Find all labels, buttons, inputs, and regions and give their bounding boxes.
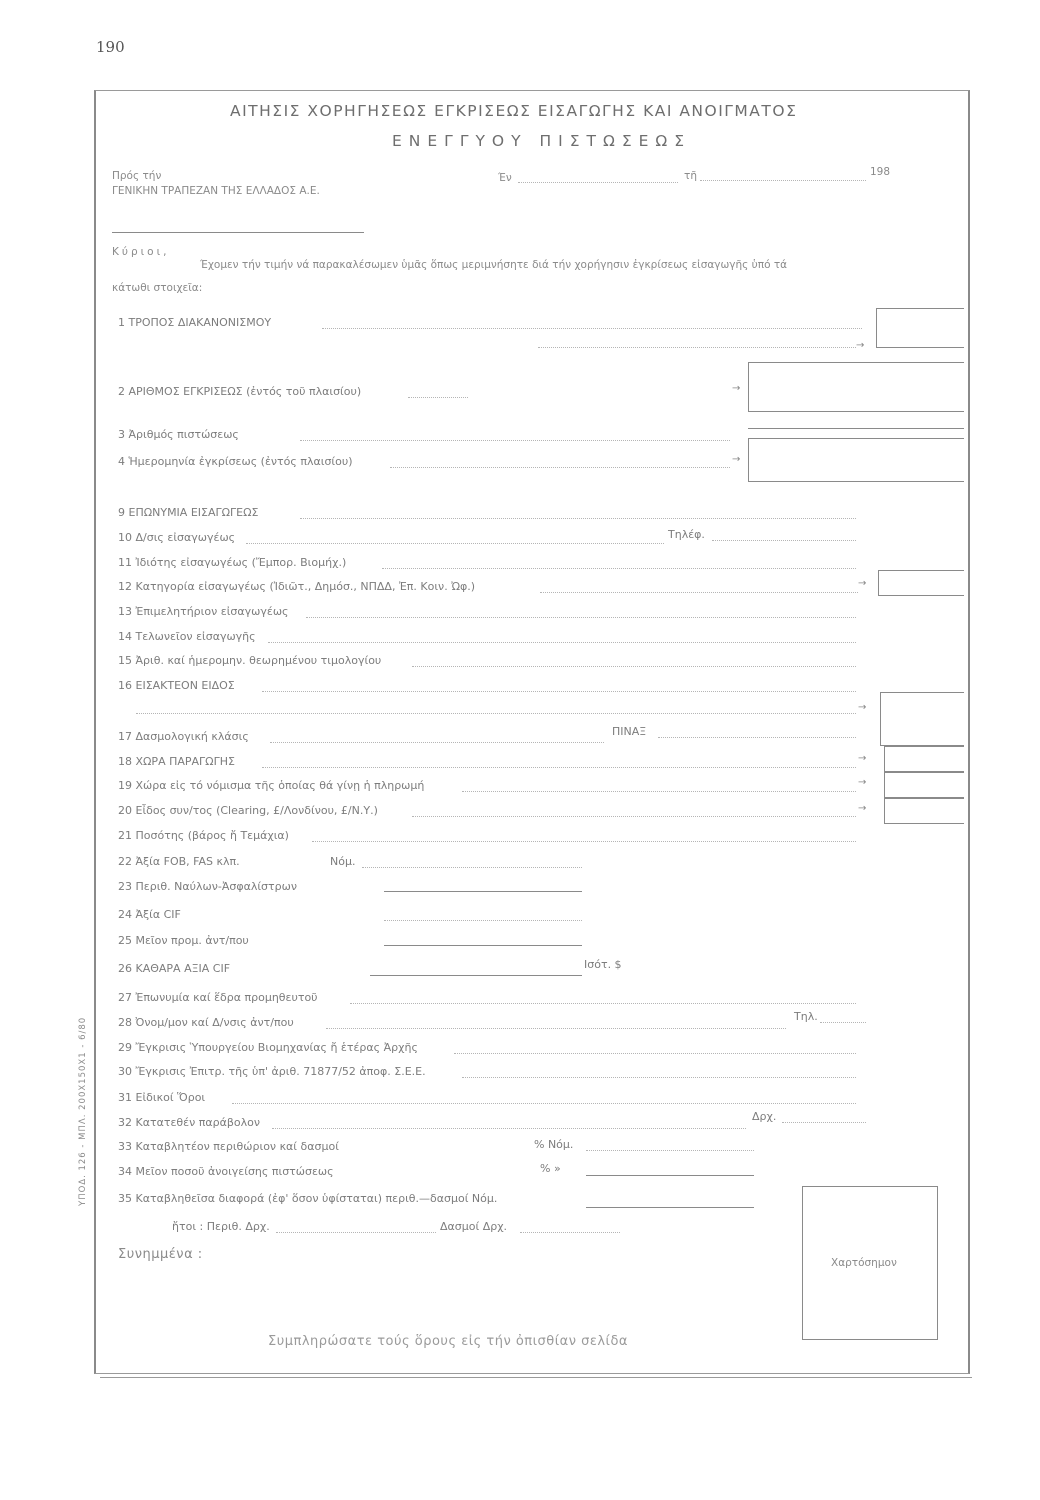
field-4-line[interactable] (390, 467, 730, 468)
goods-code-box[interactable] (880, 692, 964, 746)
footer-note: Συμπληρώσατε τούς ὅρους εἰς τήν ὀπισθίαν σελίδα (268, 1334, 628, 1349)
field-10-label: 10 Δ/σις εἰσαγωγέως (118, 531, 236, 544)
field-31-label: 31 Εἰδικοί Ὅροι (118, 1091, 206, 1104)
approval-number-box[interactable] (748, 362, 964, 412)
form-title: ΑΙΤΗΣΙΣ ΧΟΡΗΓΗΣΕΩΣ ΕΓΚΡΙΣΕΩΣ ΕΙΣΑΓΩΓΗΣ ΚΑΙ ΑΝΟΙΓΜΑΤΟΣ (230, 102, 798, 120)
field-30-line[interactable] (462, 1077, 856, 1078)
form-subtitle: ΕΝΕΓΓΥΟΥ ΠΙΣΤΩΣΕΩΣ (392, 132, 692, 150)
field-34-label: 34 Μεῖον ποσοῦ ἀνοιγείσης πιστώσεως (118, 1165, 334, 1178)
addressee: ΓΕΝΙΚΗΝ ΤΡΑΠΕΖΑΝ ΤΗΣ ΕΛΛΑΔΟΣ Α.Ε. (112, 185, 320, 197)
field-23-label: 23 Περιθ. Ναύλων-Ἀσφαλίστρων (118, 880, 297, 893)
field-9-line[interactable] (300, 518, 856, 519)
tel-label: Τηλ. (794, 1010, 818, 1023)
duties-drachma-field[interactable] (520, 1232, 620, 1233)
duties-drachma-label: Δασμοί Δρχ. (440, 1220, 508, 1233)
currency-country-box[interactable] (884, 772, 964, 798)
net-cif-value-field[interactable] (370, 975, 582, 976)
table-field[interactable] (658, 737, 856, 738)
commission-value-field[interactable] (384, 945, 582, 946)
intro-text: Έχομεν τήν τιμήν νά παρακαλέσωμεν ὑμᾶς ὅπως μεριμνήσητε διά τήν χορήγησιν ἐγκρίσεως εἰσαγωγῆς ὑπό τά (200, 259, 788, 271)
field-1-line[interactable] (322, 328, 862, 329)
currency-label: Νόμ. (330, 855, 356, 868)
phone-label: Τηλέφ. (668, 528, 705, 541)
field-20-label: 20 Εἶδος συν/τος (Clearing, £/Λονδίνου, £/Ν.Υ.) (118, 804, 378, 817)
table-label: ΠΙΝΑΞ (612, 725, 647, 738)
field-16-line-2[interactable] (136, 713, 856, 714)
field-28-line[interactable] (326, 1028, 786, 1029)
field-4-label: 4 Ἡμερομηνία ἐγκρίσεως (ἐντός πλαισίου) (118, 455, 353, 468)
field-20-line[interactable] (412, 816, 856, 817)
field-24-label: 24 Ἀξία CIF (118, 908, 181, 921)
arrow-icon: → (858, 578, 867, 589)
field-30-label: 30 Ἔγκρισις Ἐπιτρ. τῆς ὑπ' ἀριθ. 71877/52 ἀποφ. Σ.Ε.Ε. (118, 1065, 426, 1078)
phone-field[interactable] (712, 540, 856, 541)
year-label: 198 (870, 166, 891, 178)
arrow-icon: → (856, 340, 865, 351)
attachments-label: Συνημμένα : (118, 1247, 203, 1262)
field-19-line[interactable] (462, 791, 856, 792)
fob-value-field[interactable] (362, 867, 582, 868)
arrow-icon: → (858, 803, 867, 814)
stamp-label: Χαρτόσημον (831, 1257, 897, 1269)
field-3-line[interactable] (300, 440, 730, 441)
margin-field[interactable] (586, 1150, 754, 1151)
field-15-line[interactable] (412, 666, 856, 667)
field-21-label: 21 Ποσότης (βάρος ἤ Τεμάχια) (118, 829, 289, 842)
percent-ditto-label: % » (540, 1162, 561, 1175)
arrow-icon: → (732, 454, 741, 465)
field-27-label: 27 Ἐπωνυμία καί ἕδρα προμηθευτοῦ (118, 991, 318, 1004)
date-label: τῆ (684, 170, 697, 182)
margin-drachma-field[interactable] (276, 1232, 436, 1233)
place-field[interactable] (518, 182, 678, 183)
cif-value-field[interactable] (384, 920, 582, 921)
field-19-label: 19 Χώρα εἰς τό νόμισμα τῆς ὁποίας θά γίνῃ ἡ πληρωμή (118, 779, 425, 792)
date-field[interactable] (700, 180, 866, 181)
field-17-label: 17 Δασμολογική κλάσις (118, 730, 249, 743)
field-35-label: 35 Καταβληθεῖσα διαφορά (ἐφ' ὅσον ὑφίσταται) περιθ.—δασμοί Νόμ. (118, 1192, 498, 1205)
field-10-line[interactable] (246, 543, 664, 544)
to-label: Πρός τήν (112, 170, 162, 182)
field-32-label: 32 Κατατεθέν παράβολον (118, 1116, 260, 1129)
field-2-label: 2 ΑΡΙΘΜΟΣ ΕΓΚΡΙΣΕΩΣ (ἐντός τοῦ πλαισίου) (118, 385, 362, 398)
exchange-type-box[interactable] (884, 798, 964, 824)
field-11-line[interactable] (382, 568, 856, 569)
field-9-label: 9 ΕΠΩΝΥΜΙΑ ΕΙΣΑΓΩΓΕΩΣ (118, 506, 259, 519)
frame-double-line (100, 1377, 972, 1378)
field-2-line[interactable] (408, 397, 468, 398)
arrow-icon: → (858, 702, 867, 713)
field-17-line[interactable] (270, 742, 604, 743)
tel-field[interactable] (820, 1022, 866, 1023)
usd-equivalent-label: Ισότ. $ (584, 958, 622, 971)
field-33-label: 33 Καταβλητέον περιθώριον καί δασμοί (118, 1140, 339, 1153)
credit-deduction-field[interactable] (586, 1175, 754, 1176)
salutation: Κύριοι, (112, 246, 170, 258)
field-14-line[interactable] (268, 642, 856, 643)
field-1-code-box[interactable] (876, 308, 964, 348)
intro-text-end: κάτωθι στοιχεῖα: (112, 282, 203, 294)
field-14-label: 14 Τελωνεῖον εἰσαγωγῆς (118, 630, 256, 643)
arrow-icon: → (858, 777, 867, 788)
difference-field[interactable] (586, 1207, 754, 1208)
field-13-line[interactable] (306, 617, 856, 618)
field-22-label: 22 Ἀξία FOB, FAS κλπ. (118, 855, 240, 868)
field-21-line[interactable] (312, 841, 856, 842)
divider (748, 428, 964, 429)
field-27-line[interactable] (350, 1003, 856, 1004)
drachma-label: Δρχ. (752, 1110, 777, 1123)
arrow-icon: → (858, 753, 867, 764)
arrow-icon: → (732, 383, 741, 394)
field-29-line[interactable] (454, 1053, 856, 1054)
field-16-line[interactable] (262, 691, 856, 692)
field-1-line-2[interactable] (538, 347, 856, 348)
field-12-label: 12 Κατηγορία εἰσαγωγέως (Ἰδιῶτ., Δημόσ., ΝΠΔΔ, Ἐπ. Κοιν. Ὠφ.) (118, 580, 476, 593)
field-18-label: 18 ΧΩΡΑ ΠΑΡΑΓΩΓΗΣ (118, 755, 235, 768)
field-25-label: 25 Μεῖον προμ. ἀντ/που (118, 934, 249, 947)
place-label: Έν (498, 172, 512, 184)
print-code: ΥΠΟΔ. 126 - ΜΠΛ. 200Χ150Χ1 - 6/80 (78, 1016, 88, 1206)
field-15-label: 15 Ἀριθ. καί ἡμερομην. θεωρημένου τιμολογίου (118, 654, 382, 667)
field-31-line[interactable] (232, 1103, 856, 1104)
margin-drachma-label: ἤτοι : Περιθ. Δρχ. (172, 1220, 270, 1233)
stamp-box (802, 1186, 938, 1340)
freight-value-field[interactable] (384, 891, 582, 892)
country-code-box[interactable] (884, 746, 964, 772)
field-32-line[interactable] (272, 1128, 746, 1129)
field-13-label: 13 Ἐπιμελητήριον εἰσαγωγέως (118, 605, 289, 618)
category-code-box[interactable] (878, 570, 964, 596)
field-26-label: 26 ΚΑΘΑΡΑ ΑΞΙΑ CIF (118, 962, 231, 975)
field-12-line[interactable] (540, 592, 858, 593)
field-1-label: 1 ΤΡΟΠΟΣ ΔΙΑΚΑΝΟΝΙΣΜΟΥ (118, 316, 272, 329)
approval-date-box[interactable] (748, 438, 964, 482)
percent-label: % Νόμ. (534, 1138, 574, 1151)
page-number: 190 (96, 38, 125, 56)
field-18-line[interactable] (262, 767, 856, 768)
header-rule (112, 232, 364, 233)
field-11-label: 11 Ἰδιότης εἰσαγωγέως (Ἔμπορ. Βιομήχ.) (118, 556, 347, 569)
field-16-label: 16 ΕΙΣΑΚΤΕΟΝ ΕΙΔΟΣ (118, 679, 235, 692)
field-28-label: 28 Ὀνομ/μον καί Δ/νσις ἀντ/που (118, 1016, 294, 1029)
field-29-label: 29 Ἔγκρισις Ὑπουργείου Βιομηχανίας ἤ ἑτέρας Ἀρχῆς (118, 1041, 418, 1054)
deposit-field[interactable] (782, 1122, 866, 1123)
field-3-label: 3 Ἀριθμός πιστώσεως (118, 428, 239, 441)
